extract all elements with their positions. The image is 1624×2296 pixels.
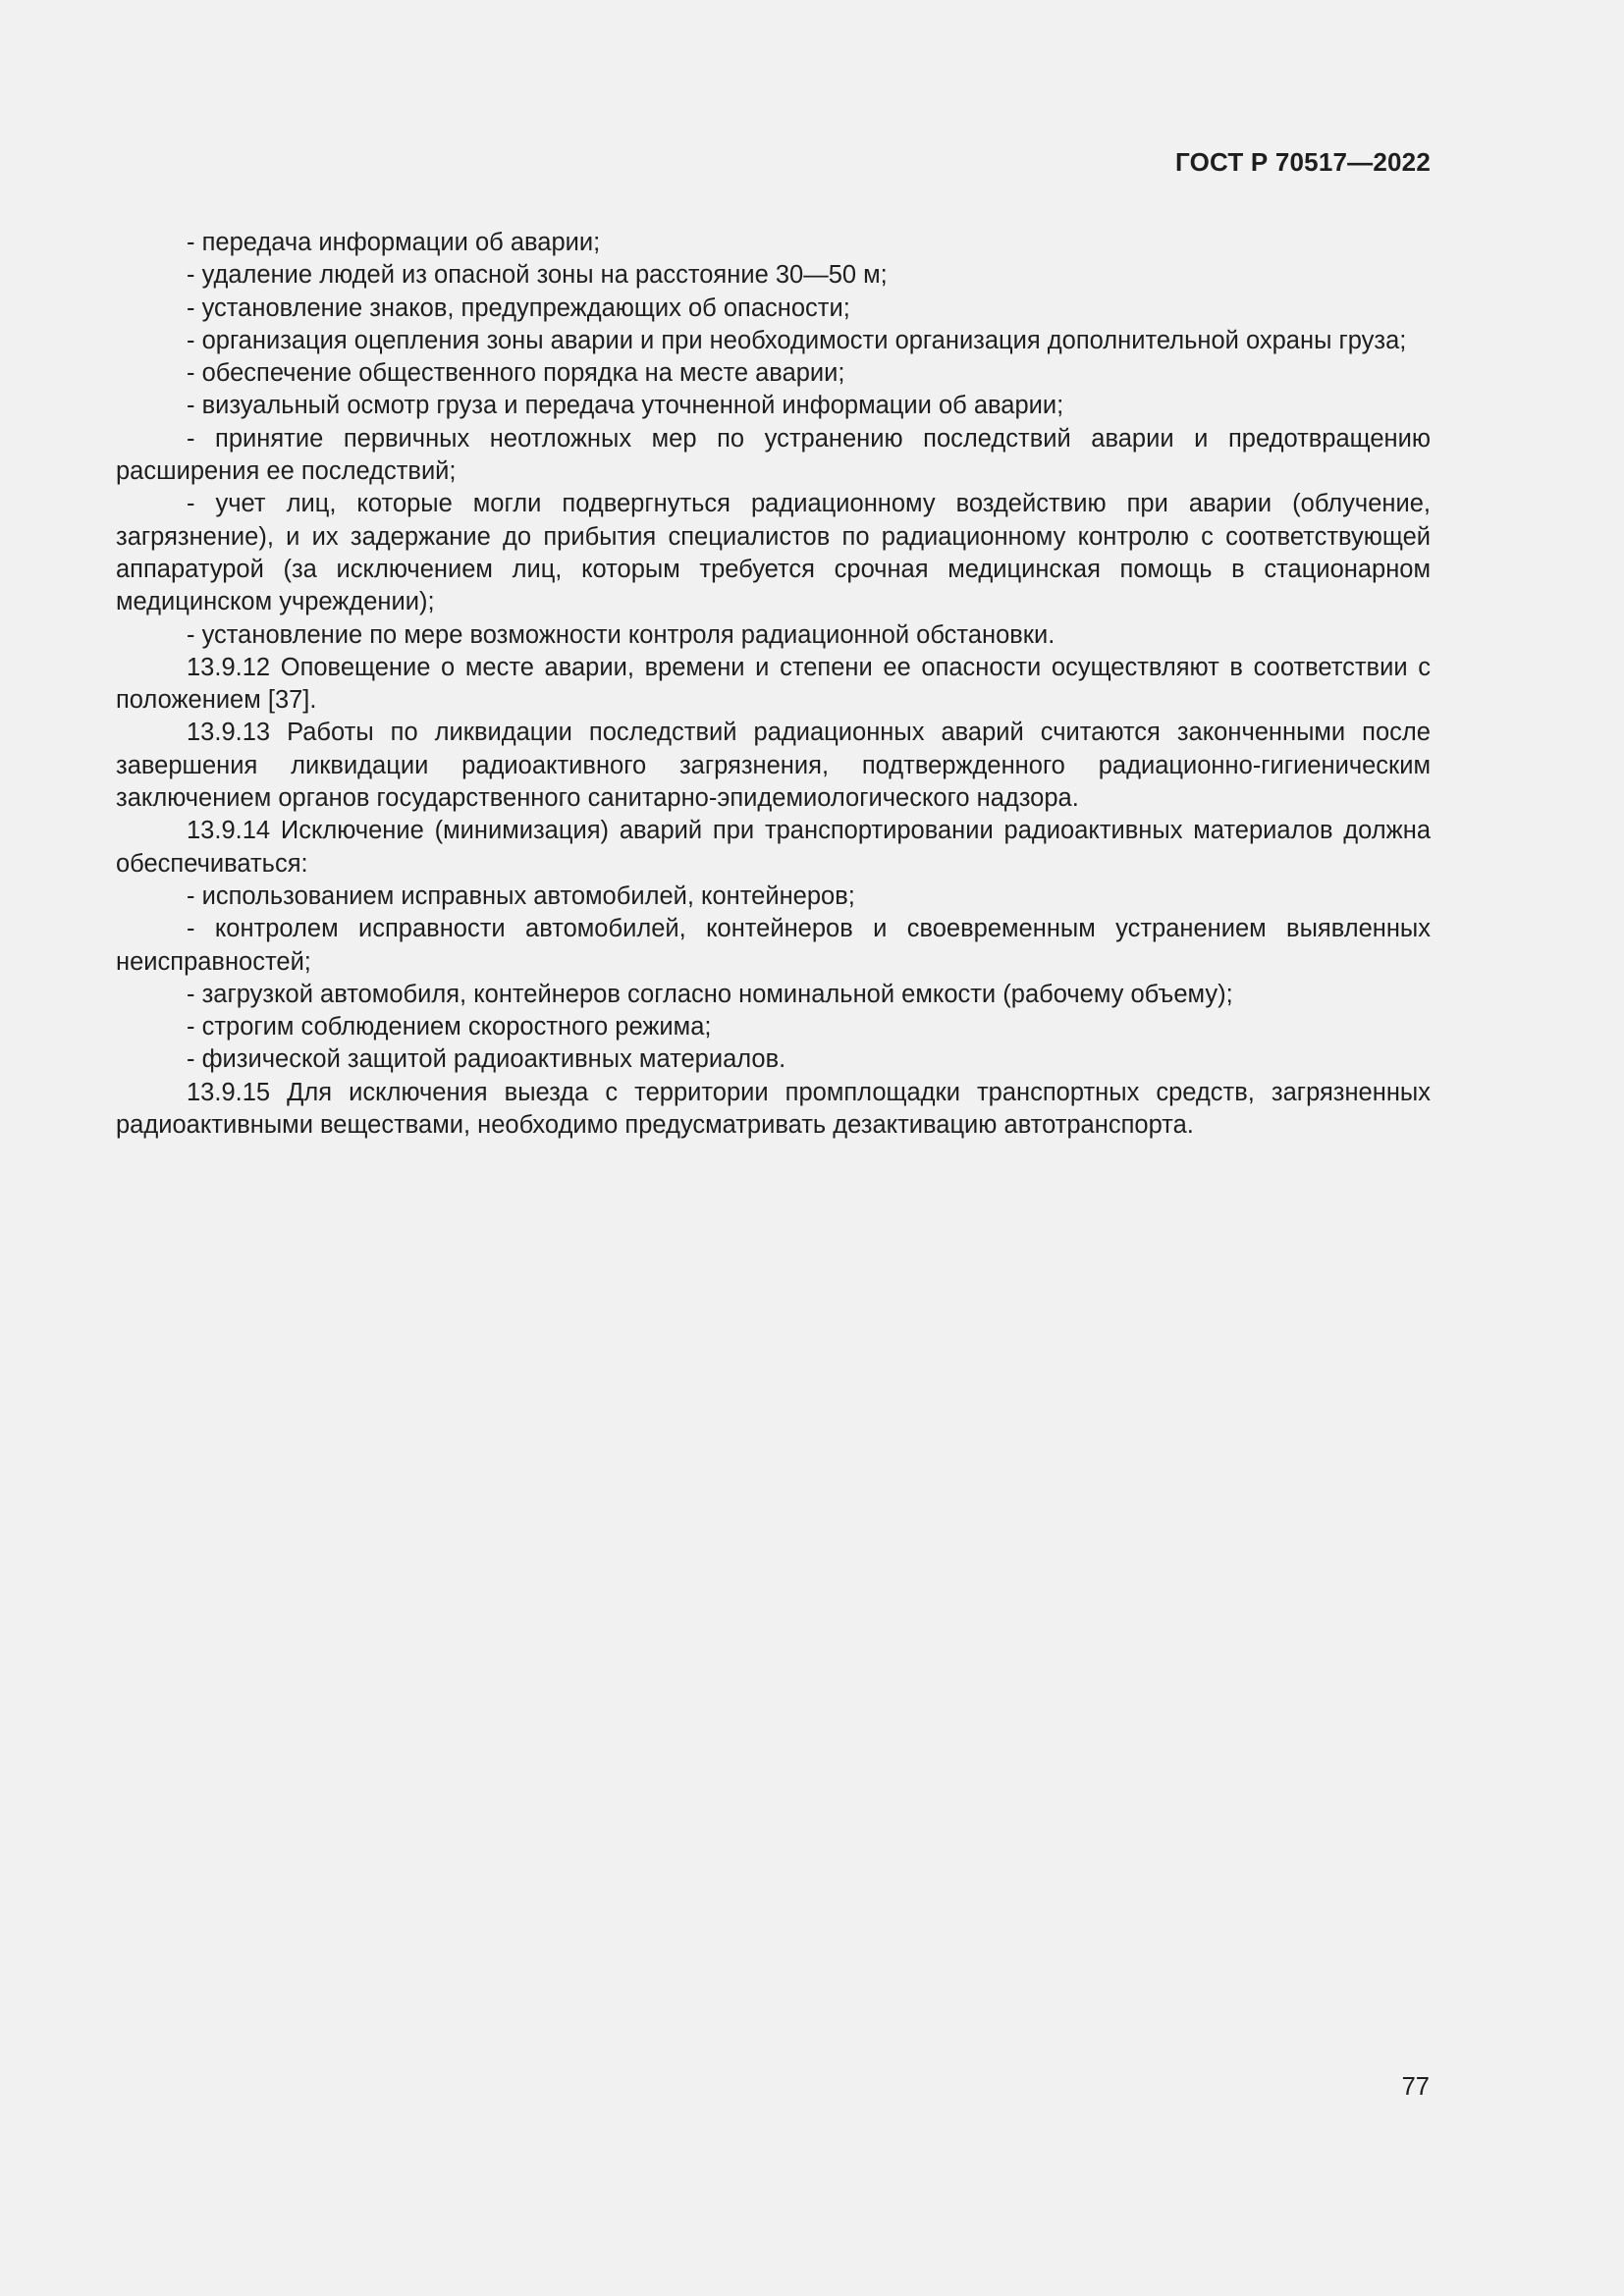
list-item: - физической защитой радиоактивных материалов. bbox=[187, 1045, 786, 1074]
list-item: - установление по мере возможности контроля радиационной обстановки. bbox=[187, 620, 1056, 649]
list-item: - визуальный осмотр груза и передача уточненной информации об аварии; bbox=[187, 392, 1064, 420]
clause-13-9-13: 13.9.13 Работы по ликвидации последствий радиационных аварий считаются законченными после завершения ликвидации радиоактивного загрязнения, подтвержденного радиационно-гигиеническим заключением органов государственного санитарно-эпидемиологического надзора. bbox=[116, 719, 1431, 813]
list-item: - удаление людей из опасной зоны на расстояние 30—50 м; bbox=[187, 261, 888, 290]
list-item: - обеспечение общественного порядка на месте аварии; bbox=[187, 359, 845, 388]
page-number: 77 bbox=[1401, 2073, 1430, 2101]
document-code: ГОСТ Р 70517—2022 bbox=[1175, 147, 1431, 177]
list-item: - передача информации об аварии; bbox=[187, 229, 601, 256]
list-item: - загрузкой автомобиля, контейнеров согласно номинальной емкости (рабочему объему); bbox=[187, 980, 1233, 1008]
list-item: - строгим соблюдением скоростного режима; bbox=[187, 1013, 712, 1041]
list-item: - установление знаков, предупреждающих об опасности; bbox=[187, 294, 850, 322]
clause-13-9-15: 13.9.15 Для исключения выезда с территории промплощадки транспортных средств, загрязненных радиоактивными веществами, необходимо предусматривать дезактивацию автотранспорта. bbox=[116, 1078, 1431, 1140]
list-item: - использованием исправных автомобилей, контейнеров; bbox=[187, 881, 855, 910]
list-item: - принятие первичных неотложных мер по устранению последствий аварии и предотвращению расширения ее последствий; bbox=[116, 424, 1431, 486]
list-item: - организация оцепления зоны аварии и при необходимости организация дополнительной охраны груза; bbox=[187, 326, 1407, 354]
body-text bbox=[116, 227, 1431, 1142]
clause-13-9-14: 13.9.14 Исключение (минимизация) аварий при транспортировании радиоактивных материалов должна обеспечиваться: bbox=[116, 817, 1431, 878]
list-item: - контролем исправности автомобилей, контейнеров и своевременным устранением выявленных неисправностей; bbox=[116, 915, 1431, 976]
clause-13-9-12: 13.9.12 Оповещение о месте аварии, времени и степени ее опасности осуществляют в соответствии с положением [37]. bbox=[116, 653, 1431, 715]
list-item: - учет лиц, которые могли подвергнуться радиационному воздействию при аварии (облучение, загрязнение), и их задержание до прибытия специалистов по радиационному контролю с соответствующей аппаратурой (за исключением лиц, которым требуется срочная медицинская помощь в стационарном медицинском учреждении); bbox=[116, 490, 1431, 616]
